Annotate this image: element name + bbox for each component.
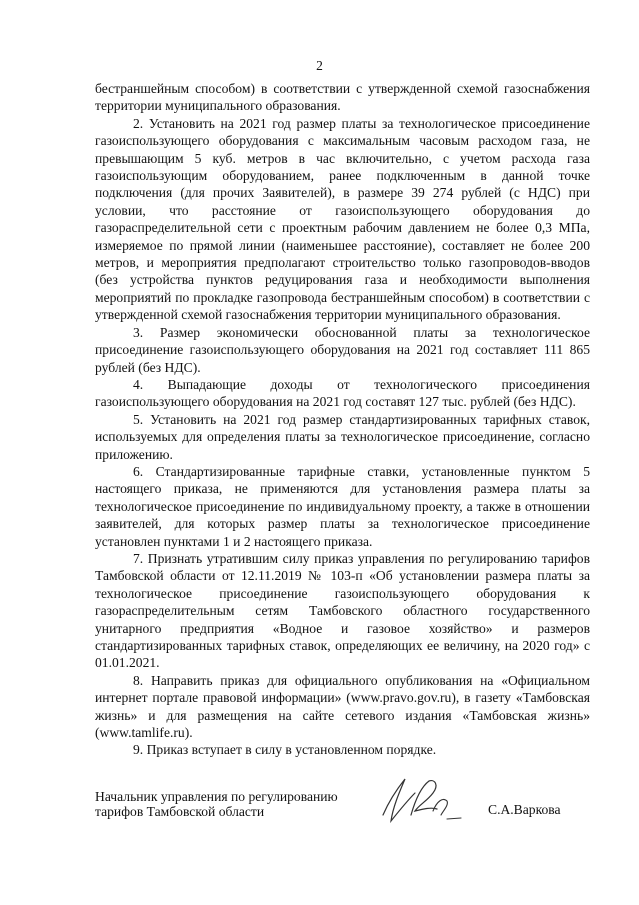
paragraph-1-continuation: бестраншейным способом) в соответствии с утвержденной схемой газоснабжения территории муниципального образования. bbox=[95, 81, 590, 114]
paragraph-8: 8. Направить приказ для официального опубликования на «Официальном интернет портале правовой информации» (www.pravo.gov.ru), в газету «Тамбовская жизнь» и для размещения на сайте сетевого издания «Тамбовская жизнь» (www.tamlife.ru). bbox=[95, 672, 590, 741]
paragraph-4: 4. Выпадающие доходы от технологического присоединения газоиспользующего оборудования на 2021 год составят 127 тыс. рублей (без НДС). bbox=[95, 376, 590, 410]
paragraph-9: 9. Приказ вступает в силу в установленном порядке. bbox=[133, 742, 437, 758]
paragraph-7: 7. Признать утратившим силу приказ управления по регулированию тарифов Тамбовской области от 12.11.2019 № 103-п «Об установлении размера платы за технологическое присоединение газоиспользующего оборудования к газораспределительным сетям Тамбовского областного государственного унитарного предприятия «Водное и газовое хозяйство» и размеров стандартизированных тарифных ставок, определяющих ее величину, на 2020 год» с 01.01.2021. bbox=[95, 550, 590, 671]
paragraph-3: 3. Размер экономически обоснованной платы за технологическое присоединение газоиспользующего оборудования на 2021 год составляет 111 865 рублей (без НДС). bbox=[95, 324, 590, 375]
paragraph-5: 5. Установить на 2021 год размер стандартизированных тарифных ставок, используемых для определения платы за технологическое присоединение, согласно приложению. bbox=[95, 411, 590, 462]
signer-position: Начальник управления по регулированию тарифов Тамбовской области bbox=[95, 789, 338, 819]
signer-name: С.А.Варкова bbox=[488, 802, 561, 817]
page-number: 2 bbox=[316, 58, 323, 73]
paragraph-2: 2. Установить на 2021 год размер платы за технологическое присоединение газоиспользующего оборудования с максимальным часовым расходом газа, не превышающим 5 куб. метров в час включительно, с учетом расхода газа газоиспользующим оборудованием, ранее подключенным в данной точке подключения (для прочих Заявителей), в размере 39 274 рублей (с НДС) при условии, что расстояние от газоиспользующего оборудования до газораспределительной сети с проектным рабочим давлением не более 0,3 МПа, измеряемое по прямой линии (наименьшее расстояние), составляет не более 200 метров, и мероприятия предполагают строительство только газопроводов-вводов (без устройства пунктов редуцирования газа и необходимости выполнения мероприятий по прокладке газопровода бестраншейным способом) в соответствии с утвержденной схемой газоснабжения территории муниципального образования. bbox=[95, 115, 590, 323]
handwritten-signature bbox=[375, 771, 475, 831]
signature-block bbox=[95, 785, 590, 845]
document-body bbox=[95, 80, 590, 759]
paragraph-6: 6. Стандартизированные тарифные ставки, установленные пунктом 5 настоящего приказа, не применяются для установления размера платы за технологическое присоединение по индивидуальному проекту, а также в отношении заявителей, для которых размер платы за технологическое присоединение установлен пунктами 1 и 2 настоящего приказа. bbox=[95, 463, 590, 549]
